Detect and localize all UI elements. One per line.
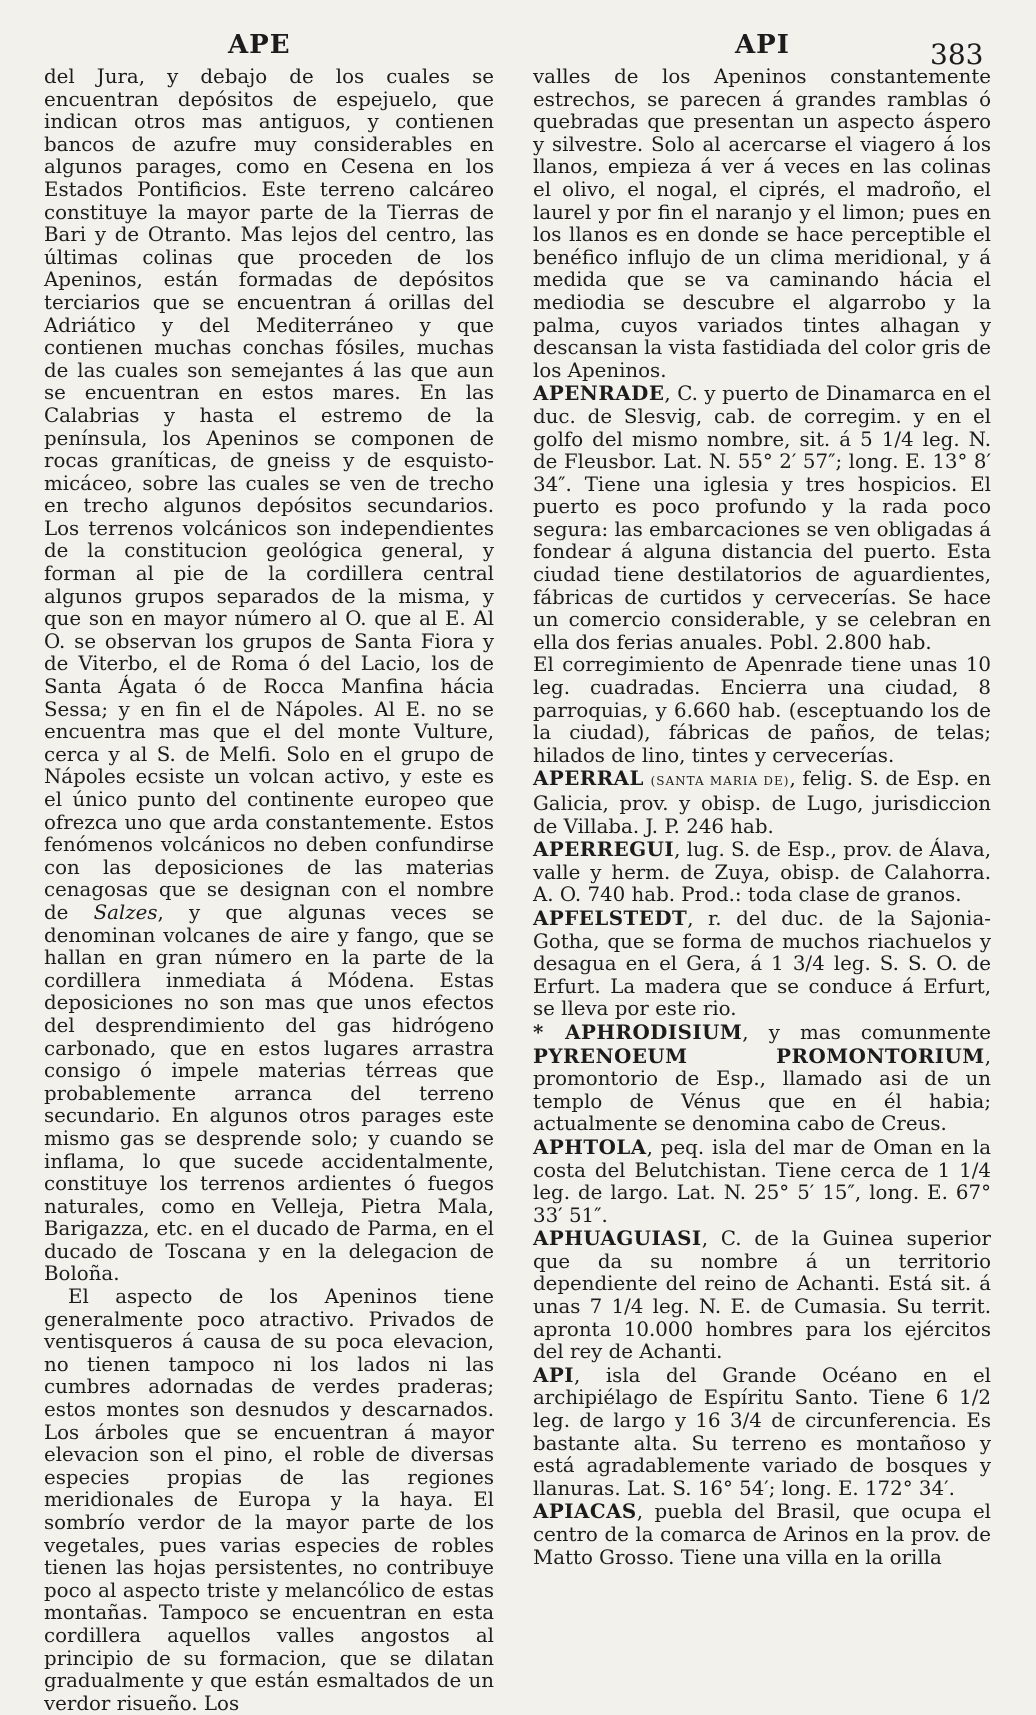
dictionary-entry: APERRAL (SANTA MARIA DE), felig. S. de Esp. en Galicia, prov. y obisp. de Lugo, jurisdiccion de Villaba. J. P. 246 hab. [533, 766, 991, 838]
running-head-left: APE [228, 30, 291, 60]
entry-headword: APFELSTEDT [533, 905, 688, 930]
dictionary-entry: APENRADE, C. y puerto de Dinamarca en el duc. de Slesvig, cab. de corregim. y en el golfo del mismo nombre, sit. á 5 1/4 leg. N. de Fleusbor. Lat. N. 55° 2′ 57″; long. E. 13° 8′ 34″. Tiene una iglesia y tres hospicios. El puerto es poco profundo y la rada poco segura: las embarcaciones se ven obligadas á fondear á alguna distancia del puerto. Esta ciudad tiene destilatorios de aguardientes, fábricas de curtidos y cervecerías. Se hace un comercio considerable, y se celebran en ella dos ferias anuales. Pobl. 2.800 hab. [533, 381, 991, 654]
paragraph: valles de los Apeninos constantemente estrechos, se parecen á grandes ramblas ó quebradas que presentan un aspecto áspero y silvestre. Solo al acercarse el viagero á los llanos, empieza á ver á veces en las colinas el olivo, el nogal, el ciprés, el madroño, el laurel y por fin el naranjo y el limon; pues en los llanos es en donde se hace perceptible el benéfico influjo de un clima meridional, y á medida que se va caminando hácia el mediodia se descubre el algarrobo y la palma, cuyos variados tintes alhagan y descansan la vista fastidiada del color gris de los Apeninos. [533, 65, 991, 382]
dictionary-entry: APHTOLA, peq. isla del mar de Oman en la costa del Belutchistan. Tiene cerca de 1 1/4 leg. de largo. Lat. N. 25° 5′ 15″, long. E. 67° 33′ 51″. [533, 1134, 991, 1227]
entry-headword: APERREGUI [533, 837, 675, 862]
dictionary-entry: APIACAS, puebla del Brasil, que ocupa el centro de la comarca de Arinos en la prov. de Matto Grosso. Tiene una villa en la orilla [533, 1499, 991, 1569]
entry-qualifier: (SANTA MARIA DE) [650, 774, 790, 789]
running-head-right: API [735, 30, 790, 60]
dictionary-entry: API, isla del Grande Océano en el archipiélago de Espíritu Santo. Tiene 6 1/2 leg. de largo y 16 3/4 de circunferencia. Es bastante alta. Su terreno es montañoso y está agradablemente variado de bosques y llanuras. Lat. S. 16° 54′; long. E. 172° 34′. [533, 1362, 991, 1500]
paragraph: El aspecto de los Apeninos tiene generalmente poco atractivo. Privados de ventisqueros á causa de su poca elevacion, no tienen tampoco ni los lados ni las cumbres adornadas de verdes praderas; estos montes son desnudos y descarnados. Los árboles que se encuentran á mayor elevacion son el pino, el roble de diversas especies propias de las regiones meridionales de Europa y la haya. El sombrío verdor de la mayor parte de los vegetales, pues varias especies de robles tienen las hojas persistentes, no contribuye poco al aspecto triste y melancólico de estas montañas. Tampoco se encuentran en esta cordillera aquellos valles angostos al principio de su formacion, que se dilatan gradualmente y que están esmaltados de un verdor risueño. Los [44, 1285, 494, 1715]
page-number: 383 [930, 38, 984, 71]
entry-headword: API [533, 1362, 574, 1387]
dictionary-entry: APHUAGUIASI, C. de la Guinea superior que da su nombre á un territorio dependiente del reino de Achanti. Está sit. á unas 7 1/4 leg. N. E. de Cumasia. Su territ. apronta 10.000 hombres para los ejércitos del rey de Achanti. [533, 1226, 991, 1364]
entry-headword: APHUAGUIASI [533, 1226, 702, 1251]
dictionary-entry: APERREGUI, lug. S. de Esp., prov. de Álava, valle y herm. de Zuya, obisp. de Calahorra. A. O. 740 hab. Prod.: toda clase de granos. [533, 837, 991, 907]
right-column [533, 66, 991, 1569]
dictionary-entry: El corregimiento de Apenrade tiene unas 10 leg. cuadradas. Encierra una ciudad, 8 parroquias, y 6.660 hab. (esceptuando los de la ciudad), fábricas de paños, de telas; hilados de lino, tintes y cervecerías. [533, 653, 991, 767]
left-column [44, 66, 494, 1715]
italic-term: Salzes [93, 900, 158, 924]
dictionary-entry: APFELSTEDT, r. del duc. de la Sajonia-Gotha, que se forma de muchos riachuelos y desagua en el Gera, á 1 3/4 leg. S. S. O. de Erfurt. La madera que se conduce á Erfurt, se lleva por este rio. [533, 905, 991, 1021]
entry-headword: APIACAS [533, 1499, 637, 1524]
dictionary-entry: * APHRODISIUM, y mas comunmente PYRENOEUM PROMONTORIUM, promontorio de Esp., llamado asi de un templo de Vénus que en él habia; actualmente se denomina cabo de Creus. [533, 1019, 991, 1136]
entry-headword: APHTOLA [533, 1134, 647, 1159]
entry-headword: * APHRODISIUM [533, 1019, 743, 1044]
entry-headword-alt: PYRENOEUM PROMONTORIUM [533, 1043, 985, 1068]
paragraph: del Jura, y debajo de los cuales se encuentran depósitos de espejuelo, que indican otros mas antiguos, y contienen bancos de azufre muy considerables en algunos parages, como en Cesena en los Estados Pontificios. Este terreno calcáreo constituye la mayor parte de la Tierras de Bari y de Otranto. Mas lejos del centro, las últimas colinas que proceden de los Apeninos, están formadas de depósitos terciarios que se encuentran á orillas del Adriático y del Mediterráneo y que contienen muchas conchas fósiles, muchas de las cuales son semejantes á las que aun se encuentran en estos mares. En las Calabrias y hasta el estremo de la península, los Apeninos se componen de rocas graníticas, de gneiss y de esquisto-micáceo, sobre las cuales se ven de trecho en trecho algunos depósitos secundarios. Los terrenos volcánicos son independientes de la constitucion geológica general, y forman al pie de la cordillera central algunos grupos separados de la misma, y que son en mayor número al O. que al E. Al O. se observan los grupos de Santa Fiora y de Viterbo, el de Roma ó del Lacio, los de Santa Ágata ó de Rocca Manfina hácia Sessa; y en fin el de Nápoles. Al E. no se encuentra mas que el del monte Vulture, cerca y al S. de Melfi. Solo en el grupo de Nápoles ecsiste un volcan activo, y este es el único punto del continente europeo que ofrezca uno que arda constantemente. Estos fenómenos volcánicos no deben confundirse con las deposiciones de las materias cenagosas que se designan con el nombre de Salzes, y que algunas veces se denominan volcanes de aire y fango, que se hallan en gran número en la parte de la cordillera inmediata á Módena. Estas deposiciones no son mas que unos efectos del desprendimiento del gas hidrógeno carbonado, que en estos lugares arrastra consigo ó impele materias térreas que probablemente arranca del terreno secundario. En algunos otros parages este mismo gas se desprende solo; y cuando se inflama, lo que sucede accidentalmente, constituye los terrenos ardientes ó fuegos naturales, como en Velleja, Pietra Mala, Barigazza, etc. en el ducado de Parma, en el ducado de Toscana y en la delegacion de Boloña. [44, 65, 494, 1286]
entry-headword: APENRADE [533, 381, 665, 406]
entry-headword: APERRAL [533, 766, 644, 791]
